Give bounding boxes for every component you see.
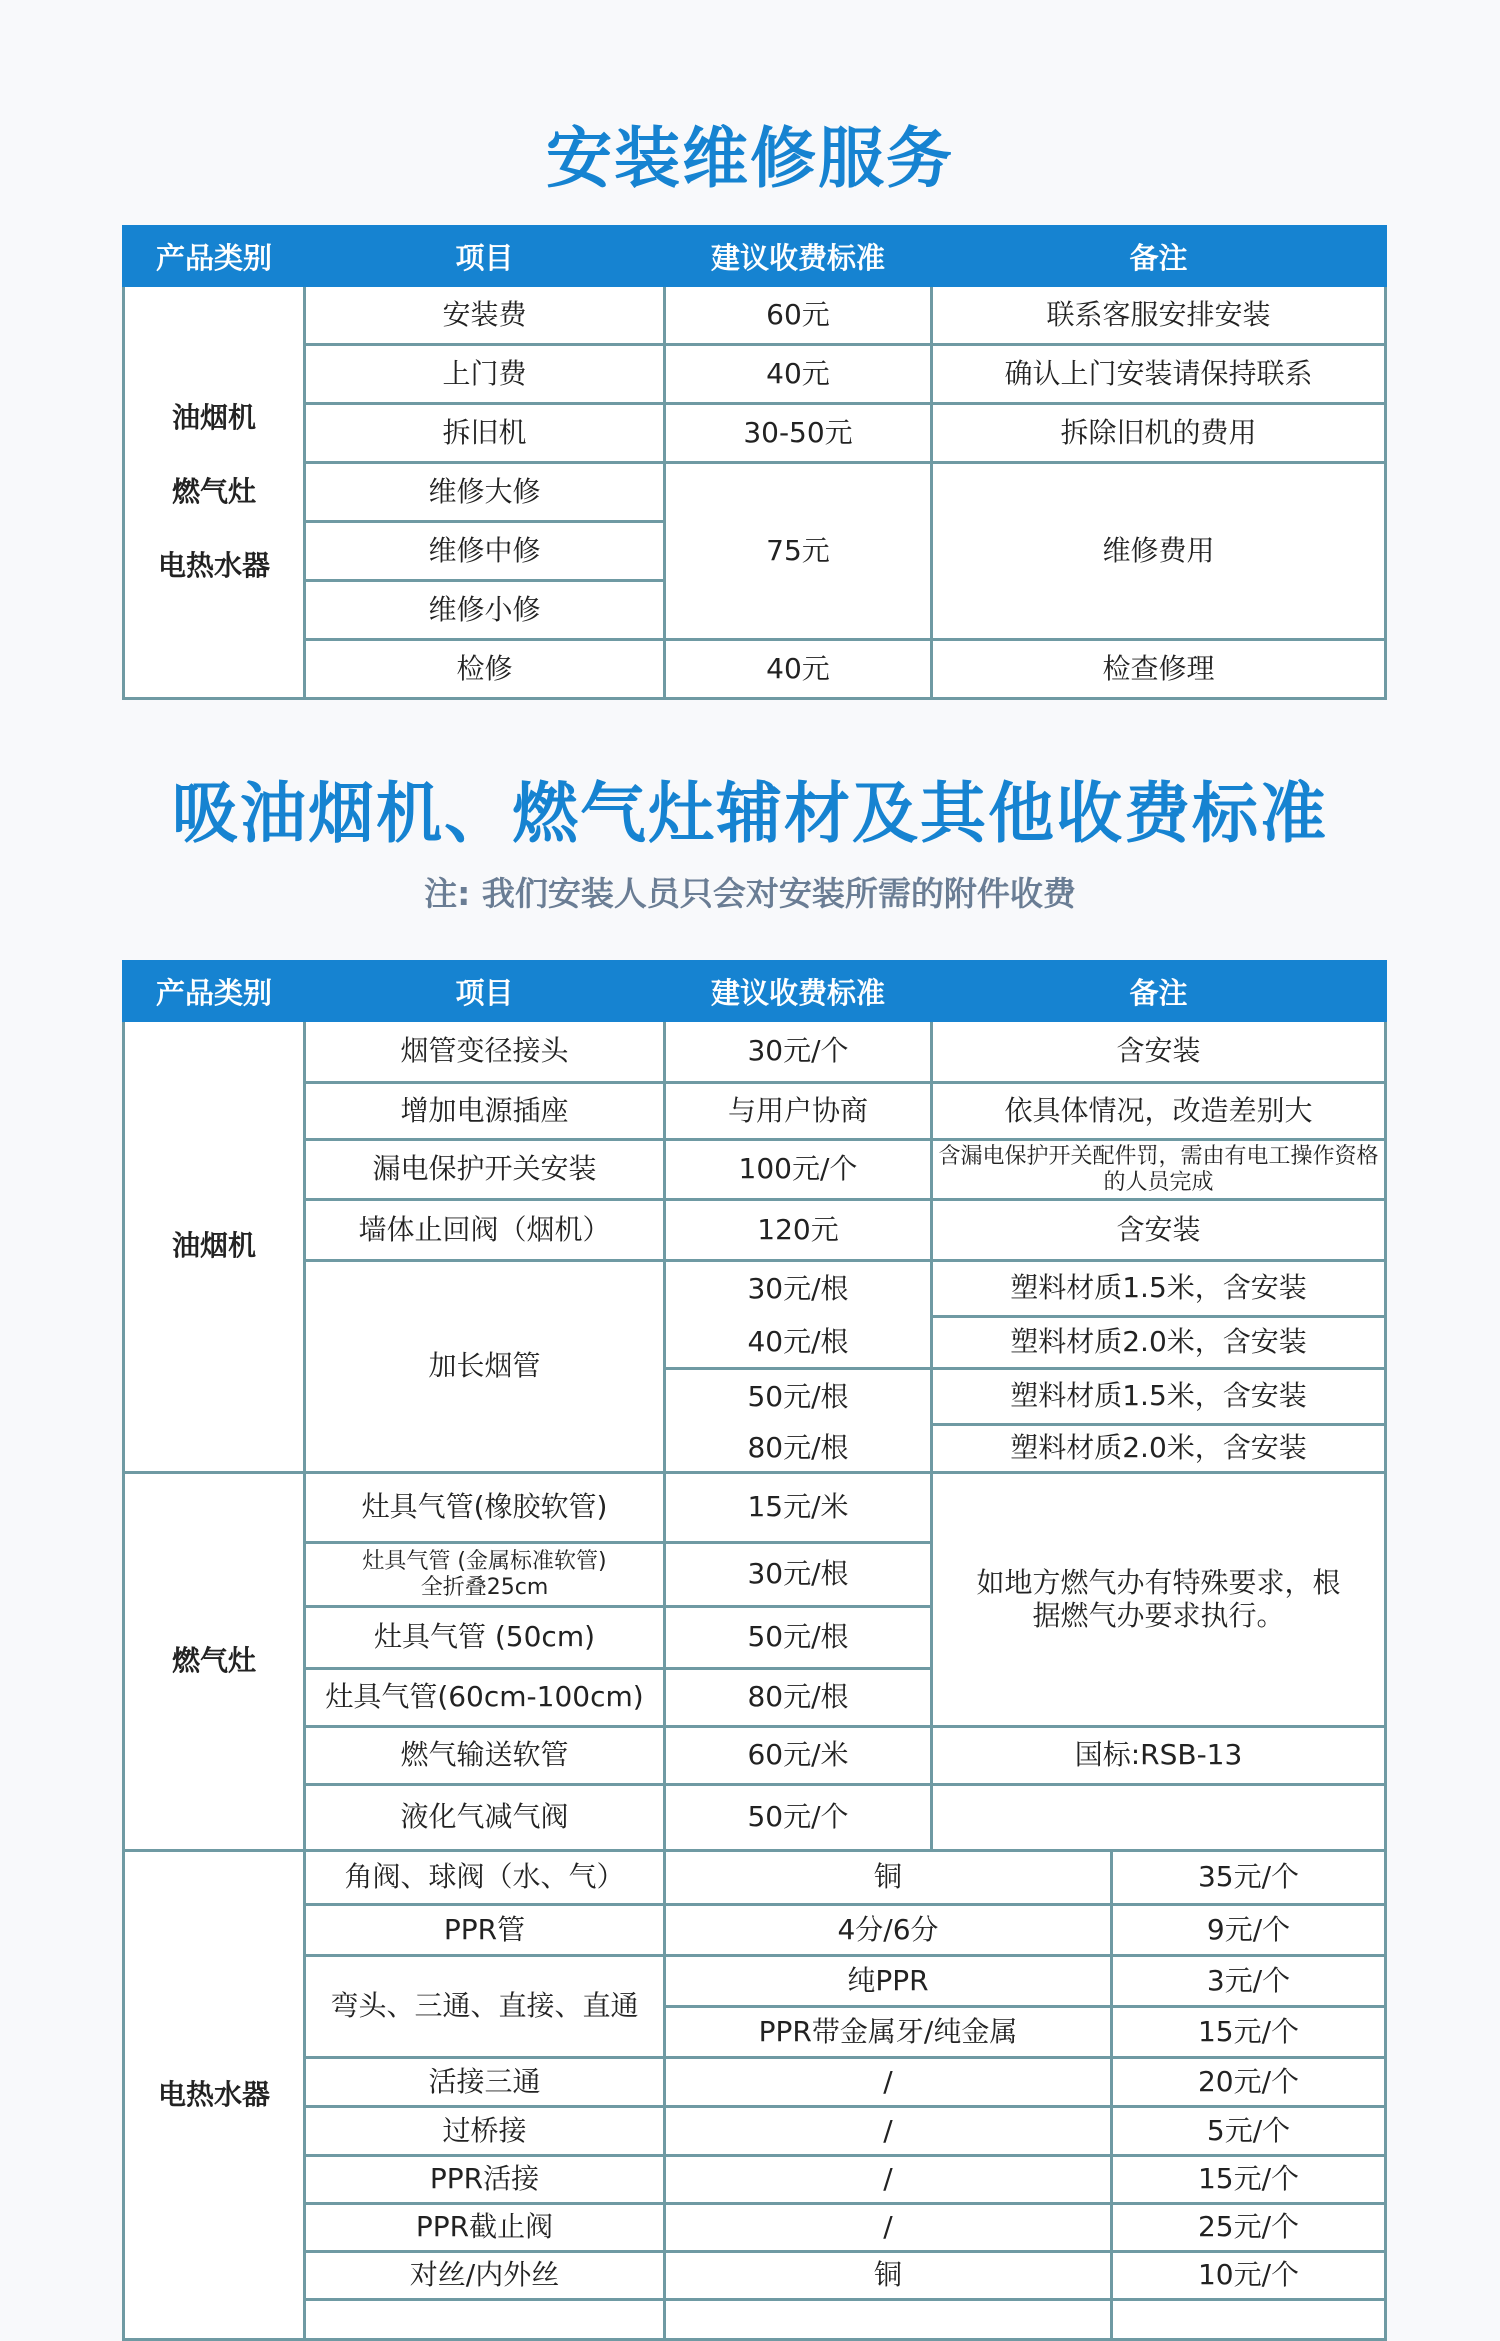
- item-cell: 液化气减气阀: [305, 1785, 665, 1851]
- install-repair-table: [122, 225, 1387, 700]
- note-cell: 联系客服安排安装: [932, 286, 1386, 345]
- item-cell: [305, 2300, 665, 2340]
- price-cell: 80元/根: [665, 1425, 932, 1473]
- price-cell: 40元: [665, 345, 932, 404]
- price-cell: 9元/个: [1112, 1905, 1386, 1956]
- price-cell: 40元/根: [665, 1317, 932, 1369]
- price-cell: 50元/根: [665, 1369, 932, 1425]
- item-cell: PPR活接: [305, 2156, 665, 2204]
- price-cell: 3元/个: [1112, 1956, 1386, 2007]
- note-cell: 塑料材质1.5米，含安装: [932, 1261, 1386, 1317]
- material-cell: /: [665, 2156, 1112, 2204]
- item-cell: 灶具气管 (金属标准软管) 全折叠25cm: [305, 1543, 665, 1607]
- price-cell: 30元/个: [665, 1021, 932, 1083]
- price-cell: 35元/个: [1112, 1851, 1386, 1905]
- header-price: 建议收费标准: [665, 227, 932, 286]
- price-cell: 50元/根: [665, 1607, 932, 1669]
- item-cell: 加长烟管: [305, 1261, 665, 1473]
- table-row: [124, 1083, 1386, 1140]
- table-row: [124, 2252, 1386, 2300]
- item-cell: 弯头、三通、直接、直通: [305, 1956, 665, 2058]
- category-heater: 电热水器: [124, 1851, 305, 2340]
- item-cell: 燃气输送软管: [305, 1727, 665, 1785]
- material-cell: 铜: [665, 1851, 1112, 1905]
- price-cell: 25元/个: [1112, 2204, 1386, 2252]
- header-note: 备注: [932, 227, 1386, 286]
- header-price: 建议收费标准: [665, 962, 932, 1021]
- price-cell: 15元/米: [665, 1473, 932, 1543]
- material-cell: 纯PPR: [665, 1956, 1112, 2007]
- table-row: [124, 1905, 1386, 1956]
- item-cell: 墙体止回阀（烟机）: [305, 1200, 665, 1261]
- price-cell: 80元/根: [665, 1669, 932, 1727]
- table-row: [124, 1727, 1386, 1785]
- table-row: [124, 1140, 1386, 1200]
- table-header-row: [124, 962, 1386, 1021]
- category-hood: 油烟机: [124, 1021, 305, 1473]
- note-cell: 检查修理: [932, 640, 1386, 699]
- table-header-row: [124, 227, 1386, 286]
- note-cell: 塑料材质2.0米，含安装: [932, 1317, 1386, 1369]
- table-row: [124, 2156, 1386, 2204]
- item-cell: 增加电源插座: [305, 1083, 665, 1140]
- table-row: [124, 2204, 1386, 2252]
- header-item: 项目: [305, 962, 665, 1021]
- item-cell: 烟管变径接头: [305, 1021, 665, 1083]
- table-row: [124, 1200, 1386, 1261]
- price-cell: 15元/个: [1112, 2156, 1386, 2204]
- table-row: [124, 1021, 1386, 1083]
- price-cell: 30元/根: [665, 1543, 932, 1607]
- price-cell: 120元: [665, 1200, 932, 1261]
- material-cell: /: [665, 2204, 1112, 2252]
- price-cell: 30元/根: [665, 1261, 932, 1317]
- note-cell: 含漏电保护开关配件罚，需由有电工操作资格的人员完成: [932, 1140, 1386, 1200]
- item-cell: 拆旧机: [305, 404, 665, 463]
- item-cell: 灶具气管(60cm-100cm): [305, 1669, 665, 1727]
- table-row: [124, 463, 1386, 522]
- price-cell: 15元/个: [1112, 2007, 1386, 2058]
- table-row: [124, 286, 1386, 345]
- price-cell: 20元/个: [1112, 2058, 1386, 2107]
- price-cell: 100元/个: [665, 1140, 932, 1200]
- category-hood: 油烟机: [171, 400, 256, 434]
- header-category: 产品类别: [124, 962, 305, 1021]
- item-cell: 灶具气管(橡胶软管): [305, 1473, 665, 1543]
- note-cell: 如地方燃气办有特殊要求，根据燃气办要求执行。: [932, 1473, 1386, 1727]
- item-cell: 维修小修: [305, 581, 665, 640]
- note-cell: [932, 1785, 1386, 1851]
- material-cell: 4分/6分: [665, 1905, 1112, 1956]
- table-row: [124, 640, 1386, 699]
- category-stove: 燃气灶: [171, 474, 256, 508]
- table-row: [124, 1956, 1386, 2007]
- table-row: [124, 345, 1386, 404]
- item-cell: 维修中修: [305, 522, 665, 581]
- header-note: 备注: [932, 962, 1386, 1021]
- price-cell: 40元: [665, 640, 932, 699]
- item-cell: PPR管: [305, 1905, 665, 1956]
- table-row: [124, 1473, 1386, 1543]
- item-cell: 检修: [305, 640, 665, 699]
- table-row: [124, 1261, 1386, 1317]
- table-row: [124, 1851, 1386, 1905]
- note-cell: 含安装: [932, 1200, 1386, 1261]
- item-cell: 对丝/内外丝: [305, 2252, 665, 2300]
- header-item: 项目: [305, 227, 665, 286]
- section2-note: 注: 我们安装人员只会对安装所需的附件收费: [424, 874, 1076, 913]
- price-cell: 60元/米: [665, 1727, 932, 1785]
- note-cell: 确认上门安装请保持联系: [932, 345, 1386, 404]
- note-cell: 国标:RSB-13: [932, 1727, 1386, 1785]
- item-cell: 安装费: [305, 286, 665, 345]
- material-cell: /: [665, 2107, 1112, 2156]
- note-cell: 含安装: [932, 1021, 1386, 1083]
- table-row: [124, 404, 1386, 463]
- price-cell: 10元/个: [1112, 2252, 1386, 2300]
- category-heater: 电热水器: [157, 549, 270, 583]
- table-row: [124, 2058, 1386, 2107]
- table-row: [124, 1785, 1386, 1851]
- price-cell: [1112, 2300, 1386, 2340]
- category-cell: [124, 286, 305, 699]
- header-category: 产品类别: [124, 227, 305, 286]
- item-cell: PPR截止阀: [305, 2204, 665, 2252]
- material-cell: 铜: [665, 2252, 1112, 2300]
- item-cell: 维修大修: [305, 463, 665, 522]
- price-cell: 与用户协商: [665, 1083, 932, 1140]
- category-stove: 燃气灶: [124, 1473, 305, 1851]
- item-cell: 过桥接: [305, 2107, 665, 2156]
- item-cell: 上门费: [305, 345, 665, 404]
- material-cell: /: [665, 2058, 1112, 2107]
- note-cell: 拆除旧机的费用: [932, 404, 1386, 463]
- section1-title: 安装维修服务: [546, 120, 954, 197]
- section2-title: 吸油烟机、燃气灶辅材及其他收费标准: [172, 775, 1328, 852]
- price-cell: 60元: [665, 286, 932, 345]
- table-row: [124, 2107, 1386, 2156]
- note-cell: 塑料材质2.0米，含安装: [932, 1425, 1386, 1473]
- note-cell: 依具体情况，改造差别大: [932, 1083, 1386, 1140]
- note-cell: 塑料材质1.5米，含安装: [932, 1369, 1386, 1425]
- item-cell: 漏电保护开关安装: [305, 1140, 665, 1200]
- item-cell: 角阀、球阀（水、气）: [305, 1851, 665, 1905]
- price-cell: 75元: [665, 463, 932, 640]
- material-cell: PPR带金属牙/纯金属: [665, 2007, 1112, 2058]
- materials-fee-table: [122, 960, 1387, 2341]
- item-cell: 活接三通: [305, 2058, 665, 2107]
- price-cell: 30-50元: [665, 404, 932, 463]
- price-cell: 5元/个: [1112, 2107, 1386, 2156]
- price-cell: 50元/个: [665, 1785, 932, 1851]
- table-row: [124, 2300, 1386, 2340]
- material-cell: [665, 2300, 1112, 2340]
- note-cell: 维修费用: [932, 463, 1386, 640]
- item-cell: 灶具气管 (50cm): [305, 1607, 665, 1669]
